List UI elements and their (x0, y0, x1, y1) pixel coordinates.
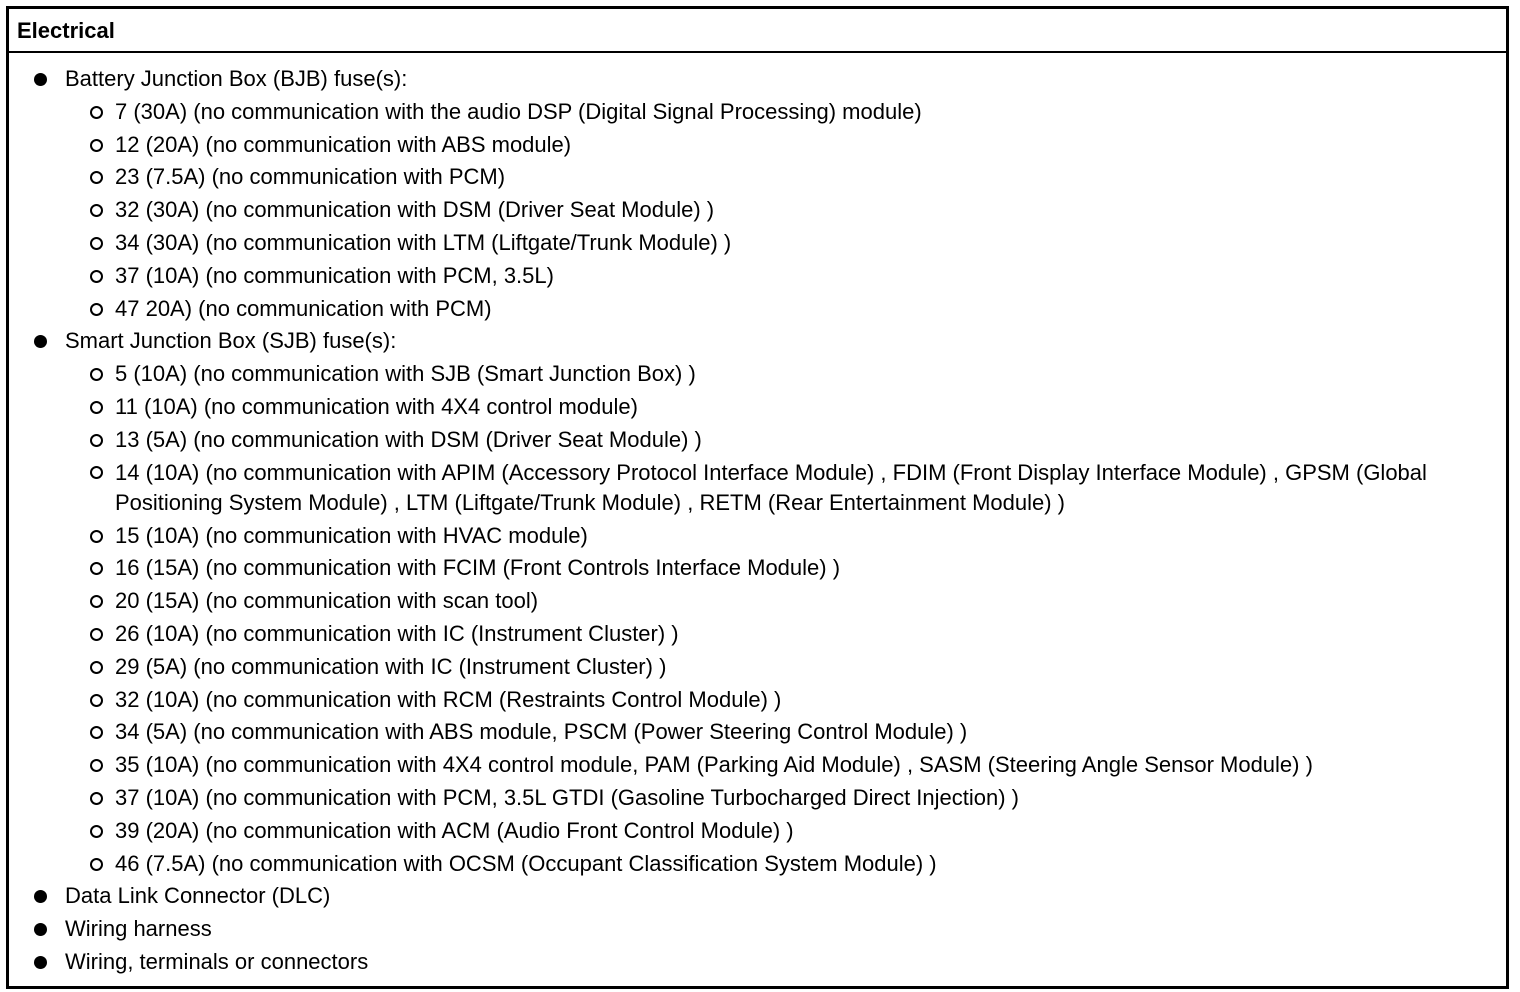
sub-list (65, 96, 1506, 326)
circle-bullet-icon (90, 434, 103, 447)
sub-list-item-text: 37 (10A) (no communication with PCM, 3.5L GTDI (Gasoline Turbocharged Direct Injection) ) (115, 784, 1019, 810)
circle-bullet-icon (90, 858, 103, 871)
list-item-label: Data Link Connector (DLC) (65, 883, 331, 909)
circle-bullet-icon (90, 270, 103, 283)
sub-list-item-text: 46 (7.5A) (no communication with OCSM (Occupant Classification System Module) ) (115, 850, 937, 876)
sub-list-item-text: 29 (5A) (no communication with IC (Instrument Cluster) ) (115, 653, 667, 679)
sub-list-item (65, 848, 1506, 881)
sub-list-item (65, 651, 1506, 684)
list-item-label: Smart Junction Box (SJB) fuse(s): (65, 328, 397, 354)
circle-bullet-icon (90, 825, 103, 838)
sub-list-item-text: 15 (10A) (no communication with HVAC module) (115, 522, 588, 548)
sub-list-item-text: 34 (30A) (no communication with LTM (Liftgate/Trunk Module) ) (115, 229, 732, 255)
circle-bullet-icon (90, 204, 103, 217)
sub-list-item (65, 815, 1506, 848)
bullet-icon (34, 335, 47, 348)
circle-bullet-icon (90, 694, 103, 707)
circle-bullet-icon (90, 466, 103, 479)
list-item-label: Battery Junction Box (BJB) fuse(s): (65, 66, 408, 91)
cause-list (9, 63, 1506, 979)
sub-list-item (65, 716, 1506, 749)
sub-list-item (65, 227, 1506, 260)
circle-bullet-icon (90, 792, 103, 805)
circle-bullet-icon (90, 726, 103, 739)
sub-list-item (65, 552, 1506, 585)
sub-list-item (65, 391, 1506, 424)
electrical-table (6, 6, 1509, 989)
sub-list-item-text: 16 (15A) (no communication with FCIM (Front Controls Interface Module) ) (115, 555, 841, 581)
sub-list-item (65, 161, 1506, 194)
sub-list-item (65, 358, 1506, 391)
circle-bullet-icon (90, 530, 103, 543)
sub-list-item-text: 13 (5A) (no communication with DSM (Driver Seat Module) ) (115, 426, 702, 452)
circle-bullet-icon (90, 139, 103, 152)
circle-bullet-icon (90, 401, 103, 414)
sub-list-item-text: 23 (7.5A) (no communication with PCM) (115, 164, 506, 190)
sub-list-item-text: 37 (10A) (no communication with PCM, 3.5L) (115, 262, 554, 288)
circle-bullet-icon (90, 562, 103, 575)
sub-list-item-text: 12 (20A) (no communication with ABS module) (115, 131, 572, 157)
sub-list-item (65, 585, 1506, 618)
list-item (9, 946, 1506, 979)
circle-bullet-icon (90, 237, 103, 250)
sub-list-item (65, 457, 1506, 520)
list-item (9, 63, 1506, 325)
circle-bullet-icon (90, 628, 103, 641)
sub-list-item (65, 424, 1506, 457)
sub-list-item (65, 96, 1506, 129)
bullet-icon (34, 956, 47, 969)
sub-list-item (65, 293, 1506, 326)
sub-list-item (65, 618, 1506, 651)
sub-list-item (65, 260, 1506, 293)
sub-list-item (65, 194, 1506, 227)
sub-list-item-text: 20 (15A) (no communication with scan tool) (115, 588, 539, 614)
sub-list-item (65, 749, 1506, 782)
sub-list-item-text: 5 (10A) (no communication with SJB (Smart Junction Box) ) (115, 361, 696, 387)
circle-bullet-icon (90, 595, 103, 608)
sub-list-item-text: 32 (10A) (no communication with RCM (Restraints Control Module) ) (115, 686, 782, 712)
table-header: Electrical (9, 9, 1506, 53)
sub-list-item-text: 26 (10A) (no communication with IC (Instrument Cluster) ) (115, 620, 679, 646)
circle-bullet-icon (90, 368, 103, 381)
bullet-icon (34, 923, 47, 936)
circle-bullet-icon (90, 106, 103, 119)
list-item-label: Wiring, terminals or connectors (65, 948, 369, 974)
circle-bullet-icon (90, 661, 103, 674)
sub-list (65, 358, 1506, 880)
sub-list-item-text: 14 (10A) (no communication with APIM (Accessory Protocol Interface Module) , FDIM (Front Display Interface Module) , GPSM (Global Positioning System Module) , LTM (Liftgate/Trunk Module) , RETM (Rear Entertainment Module) ) (115, 459, 1427, 515)
sub-list-item-text: 7 (30A) (no communication with the audio DSP (Digital Signal Processing) module) (115, 98, 922, 124)
table-content (9, 53, 1506, 979)
sub-list-item-text: 32 (30A) (no communication with DSM (Driver Seat Module) ) (115, 197, 715, 223)
bullet-icon (34, 73, 47, 86)
sub-list-item-text: 35 (10A) (no communication with 4X4 control module, PAM (Parking Aid Module) , SASM (Steering Angle Sensor Module) ) (115, 752, 1313, 778)
list-item (9, 913, 1506, 946)
sub-list-item-text: 34 (5A) (no communication with ABS module, PSCM (Power Steering Control Module) ) (115, 719, 968, 745)
circle-bullet-icon (90, 171, 103, 184)
circle-bullet-icon (90, 759, 103, 772)
bullet-icon (34, 890, 47, 903)
sub-list-item-text: 11 (10A) (no communication with 4X4 control module) (115, 393, 638, 419)
sub-list-item (65, 520, 1506, 553)
list-item-label: Wiring harness (65, 916, 212, 942)
sub-list-item-text: 47 20A) (no communication with PCM) (115, 295, 492, 321)
circle-bullet-icon (90, 303, 103, 316)
sub-list-item (65, 782, 1506, 815)
list-item (9, 325, 1506, 880)
sub-list-item (65, 129, 1506, 162)
sub-list-item (65, 684, 1506, 717)
sub-list-item-text: 39 (20A) (no communication with ACM (Audio Front Control Module) ) (115, 817, 794, 843)
list-item (9, 880, 1506, 913)
